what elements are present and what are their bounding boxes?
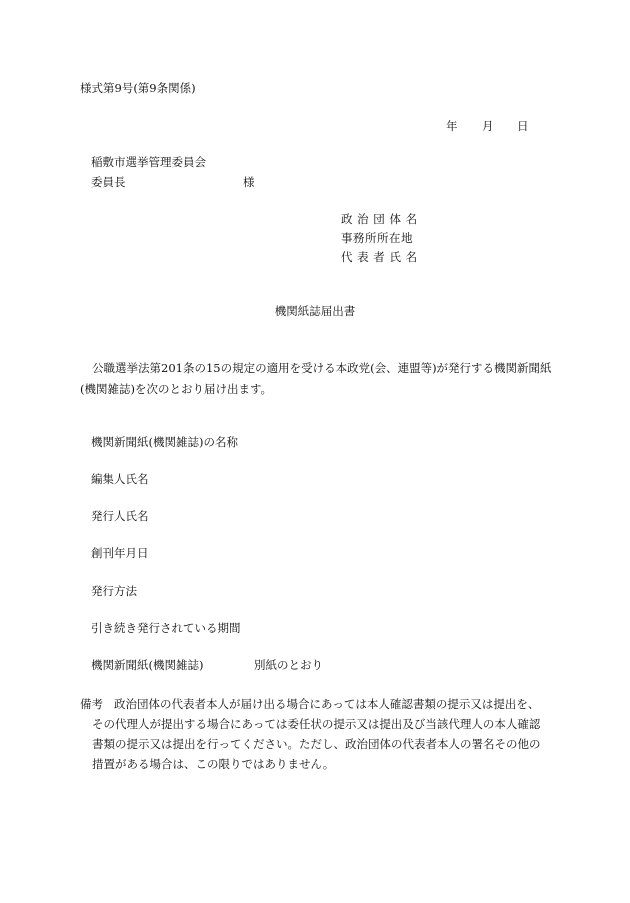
field-publication-sample-value: 別紙のとおり xyxy=(254,658,323,672)
document-title: 機関紙誌届出書 xyxy=(274,304,356,318)
body-paragraph: 公職選挙法第201条の15の規定の適用を受ける本政党(会、連盟等)が発行する機関新聞紙(機関雑誌)を次のとおり届け出ます。 xyxy=(80,361,552,396)
field-first-issue-date: 創刊年月日 xyxy=(91,546,149,560)
remarks-line-1: 政治団体の代表者本人が届け出る場合にあっては本人確認書類の提示又は提出を、 xyxy=(114,697,540,711)
date-day-label: 日 xyxy=(517,119,529,133)
date-month-label: 月 xyxy=(482,119,494,133)
field-publication-name: 機関新聞紙(機関雑誌)の名称 xyxy=(91,435,238,449)
office-location-label: 事務所所在地 xyxy=(341,231,413,245)
addressee-honorific: 様 xyxy=(243,175,255,189)
field-publisher-name: 発行人氏名 xyxy=(91,509,149,523)
remarks-line-3: 書類の提示又は提出を行ってください。ただし、政治団体の代表者本人の署名その他の xyxy=(92,737,541,751)
addressee-organization: 稲敷市選挙管理委員会 xyxy=(91,155,206,169)
field-publication-method: 発行方法 xyxy=(91,584,137,598)
party-name-label: 政 治 団 体 名 xyxy=(341,212,418,226)
form-number: 様式第9号(第9条関係) xyxy=(80,81,196,95)
field-editor-name: 編集人氏名 xyxy=(91,472,149,486)
field-publication-sample: 機関新聞紙(機関雑誌) xyxy=(91,658,204,672)
addressee-title: 委員長 xyxy=(91,175,126,189)
remarks xyxy=(80,694,555,774)
remarks-line-2: その代理人が提出する場合にあっては委任状の提示又は提出及び当該代理人の本人確認 xyxy=(92,717,541,731)
remarks-label: 備考 xyxy=(80,697,103,711)
date-year-label: 年 xyxy=(446,119,458,133)
remarks-line-4: 措置がある場合は、この限りではありません。 xyxy=(92,757,335,771)
sender-block xyxy=(341,210,418,267)
representative-name-label: 代 表 者 氏 名 xyxy=(341,250,418,264)
field-continuous-period: 引き続き発行されている期間 xyxy=(91,621,241,635)
